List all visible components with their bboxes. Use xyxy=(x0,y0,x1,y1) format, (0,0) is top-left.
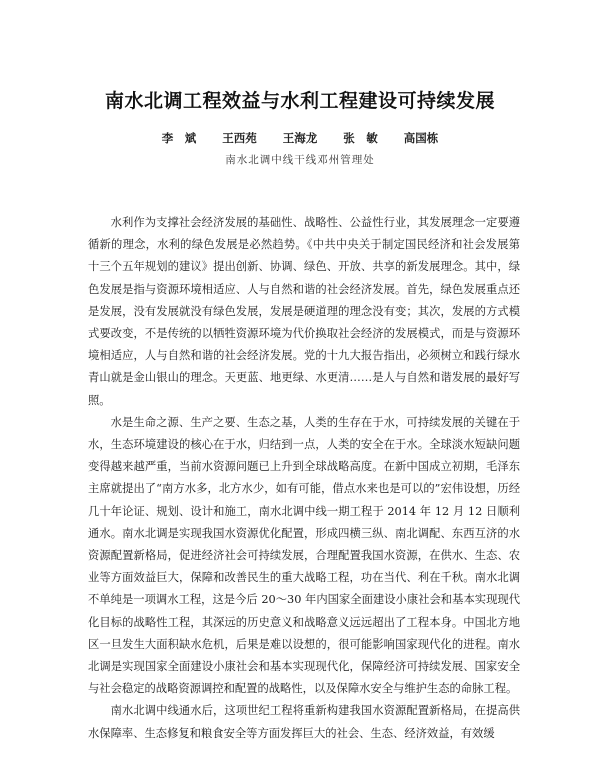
author-name: 王西苑 xyxy=(222,131,257,145)
author-name: 高国栋 xyxy=(403,131,439,145)
author-list xyxy=(0,130,600,146)
paper-body xyxy=(88,212,520,745)
body-paragraph: 南水北调中线通水后，这项世纪工程将重新构建我国水资源配置新格局，在提高供水保障率、生态修复和粮食安全等方面发挥巨大的社会、生态、经济效益，有效缓 xyxy=(88,704,520,740)
body-paragraph: 水是生命之源、生产之要、生态之基，人类的生存在于水，可持续发展的关键在于水，生态环境建设的核心在于水，归结到一点，人类的安全在于水。全球淡水短缺问题变得越来越严重，当前水资源问题已上升到全球战略高度。在新中国成立初期，毛泽东主席就提出了“南方水多，北方水少，如有可能，借点水来也是可以的”宏伟设想，历经几十年论证、规划、设计和施工，南水北调中线一期工程于 2014 年 12 月 12 日顺利通水。南水北调是实现我国水资源优化配置，形成四横三纵、南北调配、东西互济的水资源配置新格局，促进经济社会可持续发展，合理配置我国水资源，在供水、生态、农业等方面效益巨大，保障和改善民生的重大战略工程，功在当代、利在千秋。南水北调不单纯是一项调水工程，这是今后 20～30 年内国家全面建设小康社会和基本实现现代化目标的战略性工程，其深远的历史意义和战略意义远远超出了工程本身。中国北方地区一旦发生大面积缺水危机，后果是难以设想的，很可能影响国家现代化的进程。南水北调是实现国家全面建设小康社会和基本实现现代化，保障经济可持续发展、国家安全与社会稳定的战略资源调控和配置的战略性，以及保障水安全与维护生态的命脉工程。 xyxy=(88,415,520,696)
paper-title: 南水北调工程效益与水利工程建设可持续发展 xyxy=(104,90,495,112)
author-affiliation: 南水北调中线干线邓州管理处 xyxy=(225,154,375,166)
body-paragraph: 水利作为支撑社会经济发展的基础性、战略性、公益性行业，其发展理念一定要遵循新的理念，水利的绿色发展是必然趋势。《中共中央关于制定国民经济和社会发展第十三个五年规划的建议》提出创新、协调、绿色、开放、共享的新发展理念。其中，绿色发展是指与资源环境相适应、人与自然和谐的社会经济发展。首先，绿色发展重点还是发展，没有发展就没有绿色发展，发展是硬道理的理念没有变；其次，发展的方式模式要改变，不是传统的以牺牲资源环境为代价换取社会经济的发展模式，而是与资源环境相适应，人与自然和谐的社会经济发展。党的十九大报告指出，必须树立和践行绿水青山就是金山银山的理念。天更蓝、地更绿、水更清……是人与自然和谐发展的最好写照。 xyxy=(88,216,520,407)
author-name: 王海龙 xyxy=(282,131,318,145)
author-name: 张 敏 xyxy=(343,131,378,145)
author-name: 李 斌 xyxy=(161,131,197,145)
